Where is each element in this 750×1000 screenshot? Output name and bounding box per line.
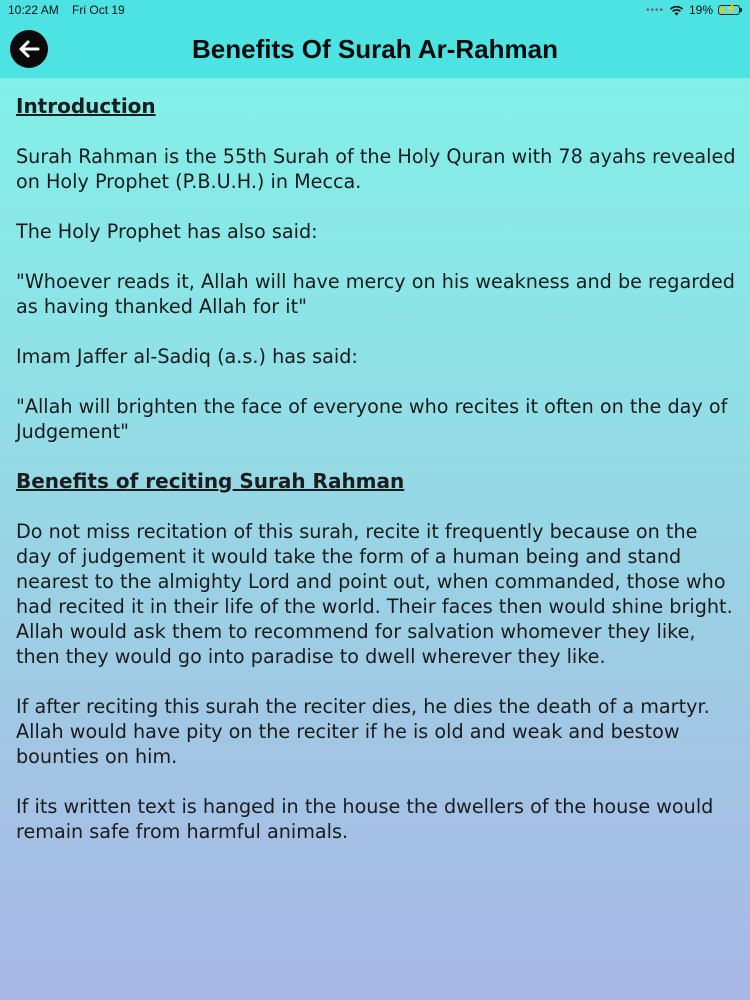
paragraph: The Holy Prophet has also said: — [16, 220, 318, 243]
section-heading: Introduction — [16, 94, 156, 118]
status-left — [8, 3, 135, 17]
signal-dots-icon: •••• — [645, 4, 664, 16]
section-heading: Benefits of reciting Surah Rahman — [16, 469, 405, 493]
paragraph: Imam Jaffer al-Sadiq (a.s.) has said: — [16, 345, 358, 368]
wifi-icon — [669, 5, 684, 16]
paragraph: Surah Rahman is the 55th Surah of the Holy Quran with 78 ayahs revealed on Holy Prophet (P.B.U.H.) in Mecca. — [16, 145, 736, 193]
article-content — [16, 78, 738, 869]
page-title: Benefits Of Surah Ar-Rahman — [192, 34, 558, 64]
charging-bolt-icon: ⚡ — [725, 4, 738, 15]
paragraph: If its written text is hanged in the house the dwellers of the house would remain safe from harmful animals. — [16, 795, 714, 843]
nav-bar — [0, 20, 750, 78]
status-bar — [0, 0, 750, 20]
status-right — [646, 3, 740, 17]
battery-percent: 19% — [688, 3, 713, 17]
paragraph: "Whoever reads it, Allah will have mercy on his weakness and be regarded as having thanked Allah for it" — [16, 270, 735, 318]
battery-fill — [720, 7, 724, 13]
status-time: 10:22 AM — [8, 3, 59, 17]
status-date: Fri Oct 19 — [72, 3, 125, 17]
paragraph: If after reciting this surah the reciter dies, he dies the death of a martyr. Allah would have pity on the reciter if he is old and weak and bestow bounties on him. — [16, 695, 710, 768]
battery-icon — [718, 5, 740, 15]
section-introduction — [16, 94, 738, 444]
section-benefits — [16, 469, 738, 844]
paragraph: Do not miss recitation of this surah, recite it frequently because on the day of judgement it would take the form of a human being and stand nearest to the almighty Lord and point out, when commanded, those who had recited it in their life of the world. Their faces then would shine bright. Allah would ask them to recommend for salvation whomever they like, then they would go into paradise to dwell wherever they like. — [16, 520, 733, 668]
paragraph: "Allah will brighten the face of everyone who recites it often on the day of Judgement" — [16, 395, 728, 443]
